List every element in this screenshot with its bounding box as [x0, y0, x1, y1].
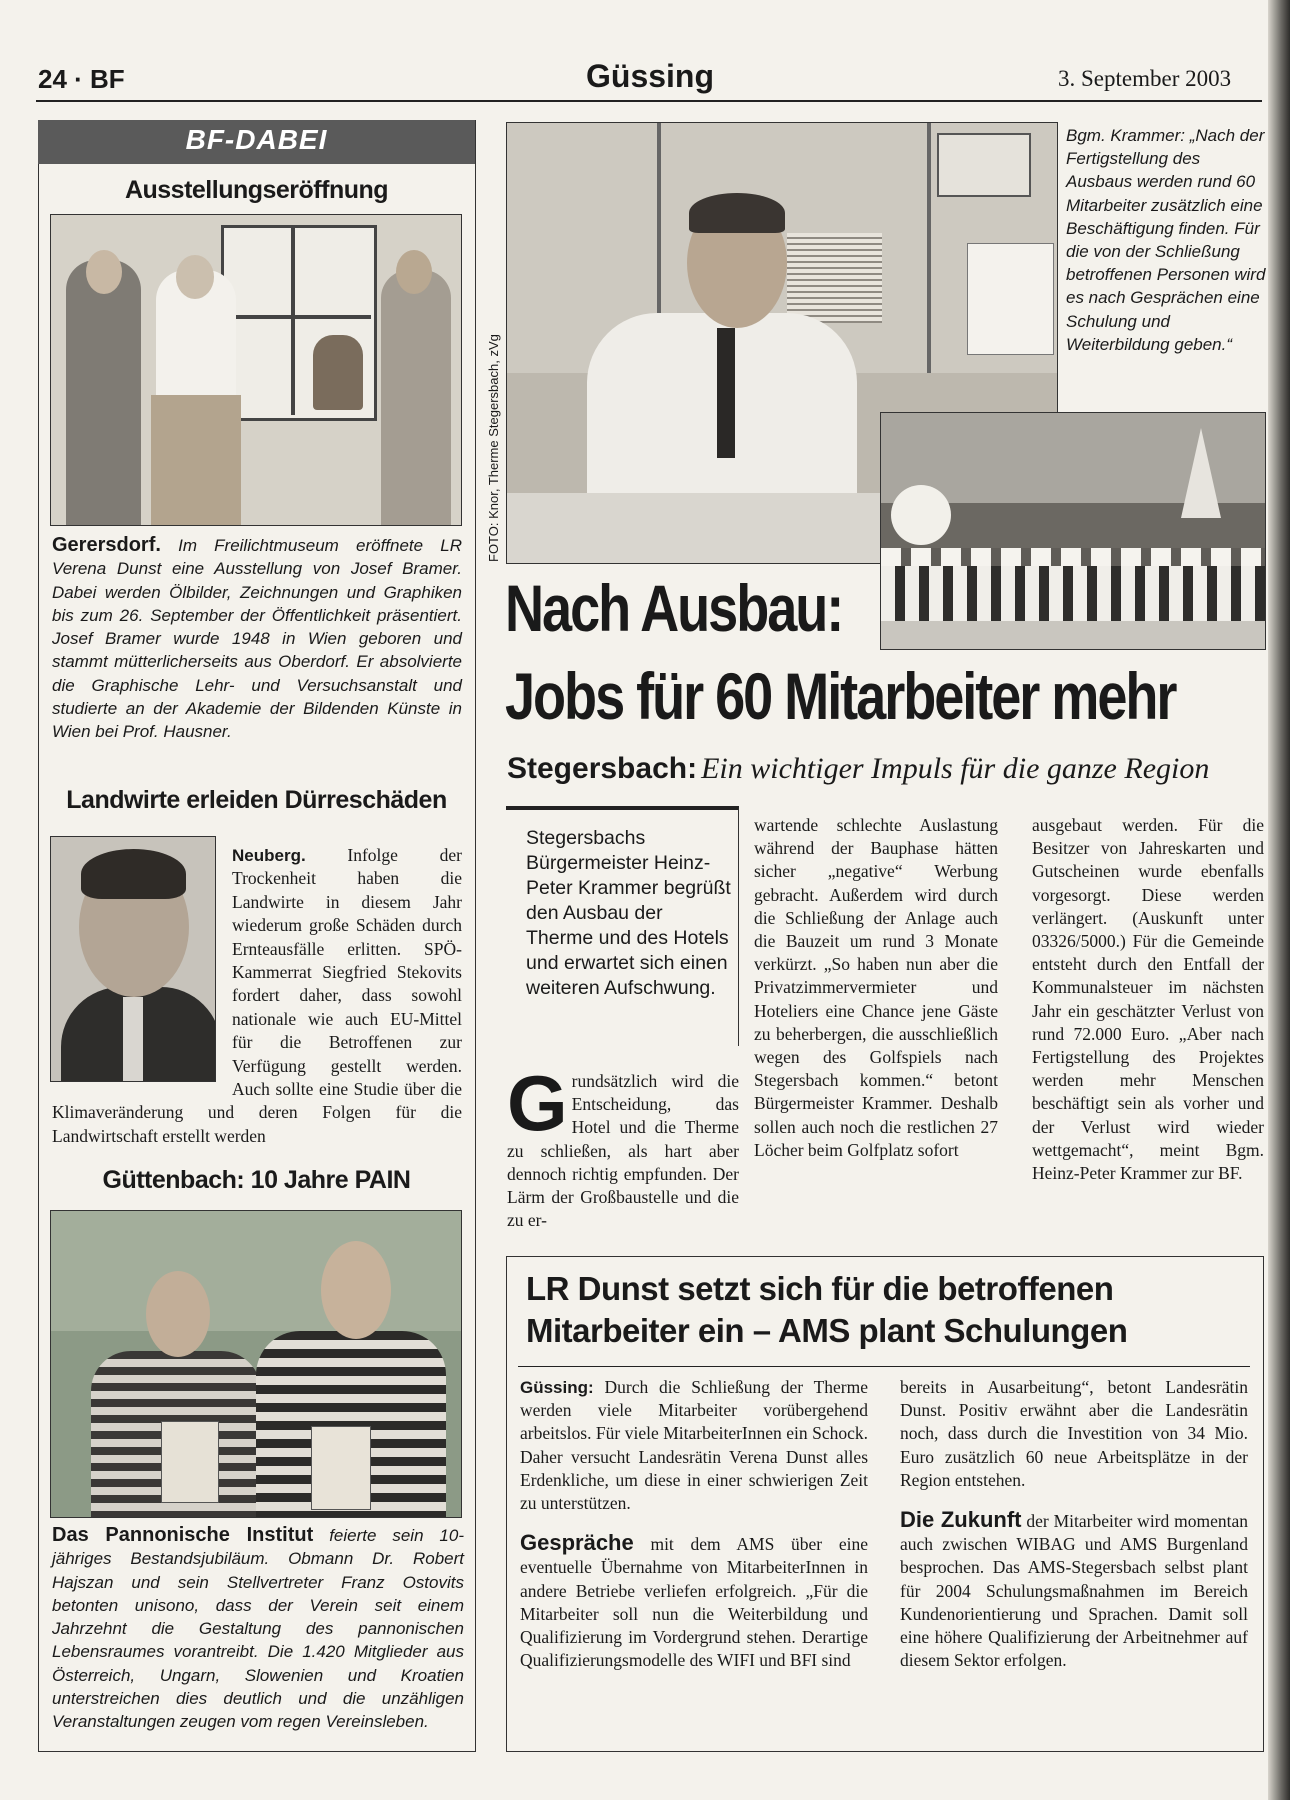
ams-p4: der Mitarbeiter wird momentan auch zwischen WIBAG und AMS Burgenland besprochen. Das AMS-Stegersbach selbst plant für 2004 Schulungsmaßnahmen im Bereich Kundenorientierung und Sprachen. Damit soll eine höhere Qualifizierung der Arbeitnehmer auf diesem Sektor erfolgen. — [900, 1511, 1248, 1671]
ams-p2-head: Gespräche — [520, 1530, 634, 1556]
therme-hotel-photo — [880, 412, 1266, 650]
dropcap: G — [507, 1059, 568, 1147]
exhibition-photo — [50, 214, 462, 526]
story-drought-title: Landwirte erleiden Dürreschäden — [66, 786, 447, 814]
story-pain-body — [52, 1524, 464, 1734]
story-pain-place: Das Pannonische Institut — [52, 1524, 314, 1546]
ams-box-title2: Mitarbeiter ein – AMS plant Schulungen — [526, 1312, 1128, 1349]
pain-anniversary-photo — [50, 1210, 462, 1518]
ams-box-rule — [518, 1366, 1250, 1367]
page-number: 24 · BF — [38, 64, 125, 94]
ams-box-title1: LR Dunst setzt sich für die betroffenen — [526, 1270, 1114, 1307]
subheadline — [507, 752, 1209, 786]
issue-date: 3. September 2003 — [1058, 66, 1232, 91]
ams-p4-head: Die Zukunft — [900, 1507, 1022, 1533]
subheadline-text: Ein wichtiger Impuls für die ganze Region — [701, 752, 1210, 785]
subheadline-place: Stegersbach: — [507, 752, 698, 785]
krammer-quote: Bgm. Krammer: „Nach der Fertigstellung des Ausbaus werden rund 60 Mitarbeiter zusätzlich eine Beschäftigung finden. Für die von der Schließung betroffenen Personen wird es nach Gesprächen eine Schulung und Weiterbildung geben.“ — [1066, 126, 1266, 354]
photo-credit: FOTO: Knor, Therme Stegersbach, zVg — [486, 334, 501, 562]
story-drought-text: Infolge der Trockenheit haben die Landwirte in diesem Jahr wiederum große Schäden durch Ernteausfälle erlitten. SPÖ-Kammerrat Siegfried Stekovits fordert daher, dass sowohl nationale wie auch EU-Mittel für die Betroffenen zur Verfügung gestellt werden. Auch sollte eine Studie über die Klimaveränderung und deren Folgen für die Landwirtschaft erstellt werden — [52, 845, 462, 1146]
story-exhibition-text: Im Freilichtmuseum eröffnete LR Verena Dunst eine Ausstellung von Josef Bramer. Dabei werden Ölbilder, Zeichnungen und Graphiken bis zum 26. September der Öffentlichkeit präsentiert. Josef Bramer wurde 1948 in Wien geboren und stammt mütterlicherseits aus Oberdorf. Er absolvierte die Graphische Lehr- und Versuchsanstalt und studierte an der Akademie der Bildenden Künste in Wien bei Prof. Hausner. — [52, 536, 462, 742]
page-edge-shadow — [1268, 0, 1290, 1800]
story-drought-body — [52, 844, 462, 1148]
ams-p3: bereits in Ausarbeitung“, betont Landesrätin Dunst. Positiv erwähnt aber die Landesrätin noch, dass durch die Investition von 34 Mio. Euro zusätzlich 60 neue Arbeitsplätze in der Region entstehen. — [900, 1377, 1248, 1490]
ams-p1: Durch die Schließung der Therme werden viele Mitarbeiter vorübergehend arbeitslos. Für viele MitarbeiterInnen ein Schock. Daher versucht Landesrätin Verena Dunst alles Erdenkliche, um diese in einer schwierigen Zeit zu unterstützen. — [520, 1377, 869, 1514]
header-rule — [36, 100, 1262, 102]
story-drought-place: Neuberg. — [232, 846, 306, 865]
ams-p1-place: Güssing: — [520, 1378, 594, 1397]
ams-col-right — [900, 1376, 1248, 1672]
story-pain-title: Güttenbach: 10 Jahre PAIN — [102, 1166, 411, 1194]
headline-line2: Jobs für 60 Mitarbeiter mehr — [505, 659, 1176, 733]
article-col1-text: rundsätzlich wird die Entscheidung, das Hotel und die Therme zu schließen, als hart aber dennoch richtig empfunden. Der Lärm der Großbaustelle und die zu er- — [507, 1071, 739, 1231]
lead-text: Stegersbachs Bürgermeister Heinz-Peter Krammer begrüßt den Ausbau der Therme und des Hotels und erwartet sich einen weiteren Aufschwung. — [526, 827, 731, 999]
article-col3: ausgebaut werden. Für die Besitzer von Jahreskarten und Gutscheinen wurde ebenfalls vorgesorgt. Diese werden verlängert. (Auskunft unter 03326/5000.) Für die Gemeinde entsteht durch den Entfall der Kommunalsteuer im nächsten Jahr ein geschätzter Verlust von rund 72.000 Euro. „Aber nach Fertigstellung des Projektes werden mehr Menschen beschäftigt sein als vorher und der Verlust wird wieder wettgemacht“, meint Bgm. Heinz-Peter Krammer zur BF. — [1032, 815, 1264, 1184]
article-col2: wartende schlechte Auslastung während der Bauphase hätten sicher „negative“ Werbung gebracht. Außerdem wird durch die Schließung der Anlage auch die Bauzeit um rund 3 Monate verkürzt. „So haben nun aber die Privatzimmervermieter und Hoteliers eine Chance jene Gäste zu beherbergen, die ausschließlich wegen des Golfspiels nach Stegersbach kommen.“ betont Bürgermeister Krammer. Deshalb sollen auch noch die restlichen 27 Löcher beim Golfplatz sofort — [754, 815, 998, 1160]
ams-p2: mit dem AMS über eine eventuelle Übernahme von MitarbeiterInnen in andere Betriebe verliefen erfolgreich. „Für die Mitarbeiter soll nun die Weiterbildung und Qualifizierung im Vordergrund stehen. Derartige Qualifizierungsmodelle des WIFI und BFI sind — [520, 1534, 868, 1671]
story-pain-text: feierte sein 10-jähriges Bestandsjubiläum. Obmann Dr. Robert Hajszan und sein Stellvertreter Franz Ostovits betonten unisono, dass der Verein seit einem Jahrzehnt die Gestaltung des pannonischen Lebensraumes vorantreibt. Die 1.420 Mitglieder aus Österreich, Ungarn, Slowenien und Kroatien unterstreichen dies deutlich und die unzähligen Veranstaltungen zeugen vom regen Vereinsleben. — [52, 1526, 464, 1732]
article-col1 — [507, 1059, 739, 1232]
story-exhibition-place: Gerersdorf. — [52, 534, 161, 556]
story-exhibition-body — [52, 534, 462, 744]
section-title: Güssing — [586, 58, 715, 94]
ams-col-left — [520, 1376, 868, 1672]
story-exhibition-title: Ausstellungseröffnung — [124, 176, 389, 204]
bf-dabei-title: BF-DABEI — [185, 124, 328, 155]
headline-line1: Nach Ausbau: — [505, 571, 843, 645]
